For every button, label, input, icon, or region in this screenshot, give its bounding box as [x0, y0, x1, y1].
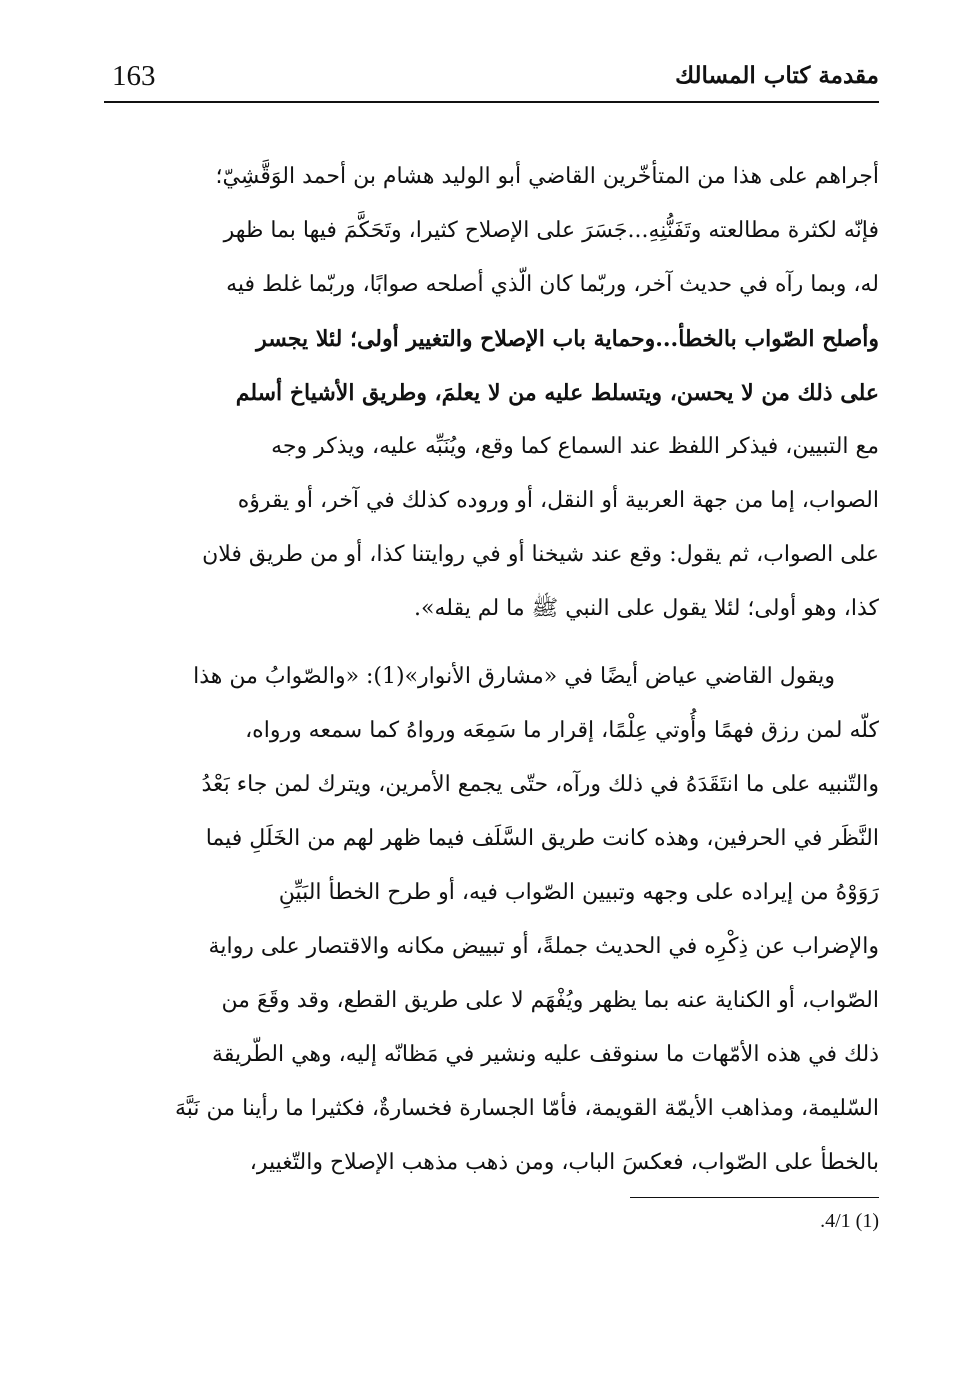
text-line: بالخطأ على الصّواب، فعكسَ الباب، ومن ذهب مذهب الإصلاح والتّغيير، — [249, 1150, 879, 1175]
paragraph-1 — [104, 150, 879, 636]
text-line: والتّنبيه على ما انتَقَدَهُ في ذلك ورآه، حتّى يجمع الأمرين، ويترك لمن جاء بَعْدُ — [201, 772, 879, 797]
text-line: الصّواب، أو الكناية عنه بما يظهر ويُفْهَم لا على طريق القطع، وقد وقَعَ من — [221, 988, 879, 1013]
text-line: وأصلح الصّواب بالخطأ...وحماية باب الإصلاح والتغيير أولى؛ لئلا يجسر — [256, 326, 879, 352]
header-divider — [104, 101, 879, 103]
page-header — [104, 58, 879, 98]
text-line: كلّه لمن رزق فهمًا وأُوتي عِلْمًا، إقرار ما سَمِعَه ورواهُ كما سمعه ورواه، — [245, 718, 879, 743]
text-line: النَّظَر في الحرفين، وهذه كانت طريق السَّلَف فيما ظهر لهم من الخَلَلِ فيما — [205, 826, 879, 851]
text-line: على ذلك من لا يحسن، ويتسلط عليه من لا يعلمَ، وطريق الأشياخ أسلم — [235, 380, 879, 406]
paragraph-gap — [104, 636, 879, 650]
paragraph-2 — [104, 650, 879, 1190]
text-line: مع التبيين، فيذكر اللفظ عند السماع كما وقع، ويُنَبِّه عليه، ويذكر وجه — [271, 434, 879, 459]
text-line: له، وبما رآه في حديث آخر، وربّما كان الّذي أصلحه صوابًا، وربّما غلط فيه — [226, 272, 879, 297]
footnote-divider — [630, 1197, 879, 1198]
text-line: ذلك في هذه الأمّهات ما سنوقف عليه ونشير في مَظانّه إليه، وهي الطّريقة — [212, 1042, 879, 1067]
text-line: والإضراب عن ذِكْرِه في الحديث جملةً، أو تبييض مكانه والاقتصار على رواية — [208, 934, 879, 959]
footnote: (1) 4/1. — [820, 1210, 879, 1232]
text-line: الصواب، إما من جهة العربية أو النقل، أو وروده كذلك في آخر، أو يقرؤه — [237, 488, 879, 513]
page-number: 163 — [112, 60, 156, 92]
text-line: كذا، وهو أولى؛ لئلا يقول على النبي ﷺ ما لم يقله». — [414, 596, 879, 621]
text-line: على الصواب، ثم يقول: وقع عند شيخنا أو في روايتنا كذا، أو من طريق فلان — [202, 542, 879, 567]
main-text — [104, 150, 879, 1190]
text-line: رَوَوْهُ من إيراده على وجهه وتبيين الصّواب فيه، أو طرح الخطأ البَيِّنِ — [278, 880, 879, 905]
text-line: السّليمة، ومذاهب الأيمّة القويمة، فأمّا الجسارة فخسارةٌ، فكثيرا ما رأينا من نَبَّهَ — [175, 1096, 879, 1121]
running-title: مقدمة كتاب المسالك — [675, 62, 879, 89]
text-line: ويقول القاضي عياض أيضًا في «مشارق الأنوار»(1): «والصّوابُ من هذا — [193, 664, 835, 689]
text-line: أجراهم على هذا من المتأخّرين القاضي أبو الوليد هشام بن أحمد الوَقَّشِيّ؛ — [215, 164, 879, 189]
text-line: فإنّه لكثرة مطالعته وتَفَنُّنِهِ...جَسَرَ على الإصلاح كثيرا، وتَحَكَّمَ فيها بما ظهر — [223, 218, 879, 243]
